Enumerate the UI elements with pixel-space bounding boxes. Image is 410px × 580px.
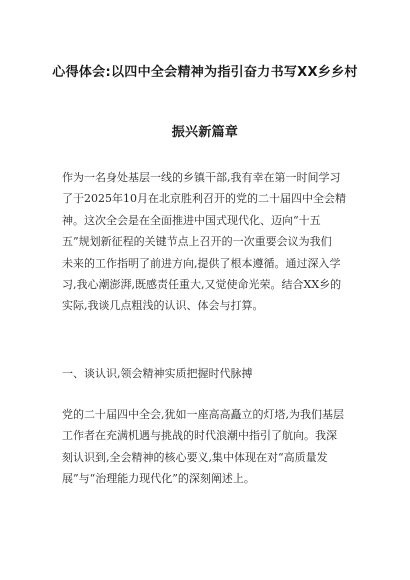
document-title-line-2: 振兴新篇章 <box>171 125 239 140</box>
intro-paragraph-line: 实际,我谈几点粗浅的认识、体会与打算。 <box>62 299 264 313</box>
intro-paragraph-line: 神。这次全会是在全面推进中国式现代化、迈向“十五 <box>62 213 321 227</box>
section-paragraph-line: 工作者在充满机遇与挑战的时代浪潮中指引了航向。我深 <box>62 429 337 443</box>
section-paragraph <box>62 404 362 490</box>
section-paragraph-line: 展”与“治理能力现代化”的深刻阐述上。 <box>62 472 255 486</box>
document-title-line-1: 心得体会:以四中全会精神为指引奋力书写XX乡乡村 <box>52 65 358 80</box>
intro-paragraph-line: 习,我心潮澎湃,既感责任重大,又觉使命光荣。结合XX乡的 <box>62 277 342 291</box>
intro-paragraph-line: 五”规划新征程的关键节点上召开的一次重要会议为我们 <box>62 235 332 249</box>
intro-paragraph-line: 作为一名身处基层一线的乡镇干部,我有幸在第一时间学习 <box>62 171 341 184</box>
intro-paragraph-line: 了于2025年10月在北京胜利召开的党的二十届四中全会精 <box>62 192 346 206</box>
intro-paragraph-line: 未来的工作指明了前进方向,提供了根本遵循。通过深入学 <box>62 256 341 270</box>
intro-paragraph <box>62 167 362 317</box>
section-paragraph-line: 刻认识到,全会精神的核心要义,集中体现在对“高质量发 <box>62 450 328 464</box>
section-paragraph-line: 党的二十届四中全会,犹如一座高高矗立的灯塔,为我们基层 <box>62 408 344 421</box>
section-heading: 一、谈认识,领会精神实质把握时代脉搏 <box>62 367 253 380</box>
